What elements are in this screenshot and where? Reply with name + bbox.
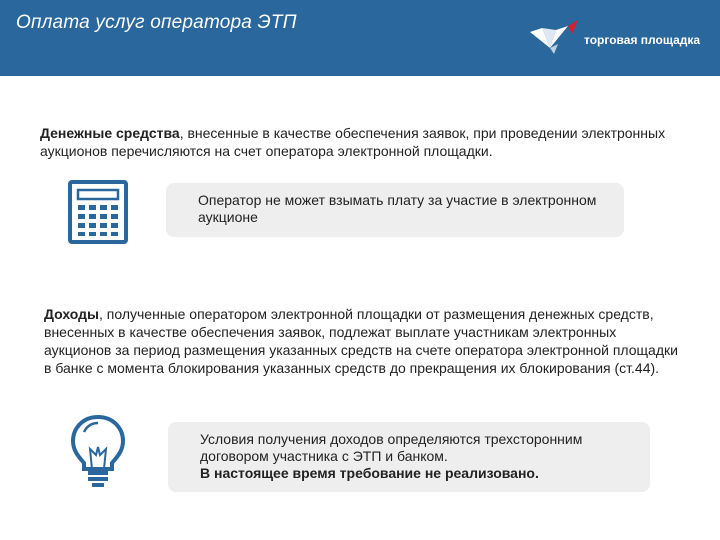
callout-fee-text: Оператор не может взымать плату за участие в электронном аукционе: [198, 192, 597, 225]
funds-text: , внесенные в качестве обеспечения заявок, при проведении электронных аукционов перечисляются на счет оператора электронной площадки.: [40, 125, 666, 159]
logo: [528, 18, 708, 60]
paragraph-funds: [40, 124, 680, 160]
callout-income-text: Условия получения доходов определяются трехсторонним договором участника с ЭТП и банком.: [200, 431, 583, 464]
page-title: Оплата услуг оператора ЭТП: [16, 12, 297, 33]
calculator-icon: [68, 180, 128, 244]
header-bar: [0, 0, 720, 76]
callout-income-text-block: [200, 431, 640, 482]
callout-fee-notice: [166, 183, 624, 237]
income-text: , полученные оператором электронной площадки от размещения денежных средств, внесенных в качестве обеспечения заявок, подлежат выплате участникам электронных аукционов за период размещения указанных средств на счете оператора электронной площадки в банке с момента блокирования указанных средств до прекращения их блокирования (ст.44).: [44, 306, 678, 376]
income-lead: Доходы: [44, 306, 99, 322]
funds-lead: Денежные средства: [40, 125, 180, 141]
lightbulb-icon: [68, 413, 128, 489]
callout-income-conditions: [168, 422, 650, 492]
paragraph-income: [44, 305, 684, 377]
logo-text: торговая площадка: [584, 33, 701, 47]
logo-emblem-icon: [528, 18, 582, 60]
callout-income-strong: В настоящее время требование не реализовано.: [200, 465, 539, 481]
